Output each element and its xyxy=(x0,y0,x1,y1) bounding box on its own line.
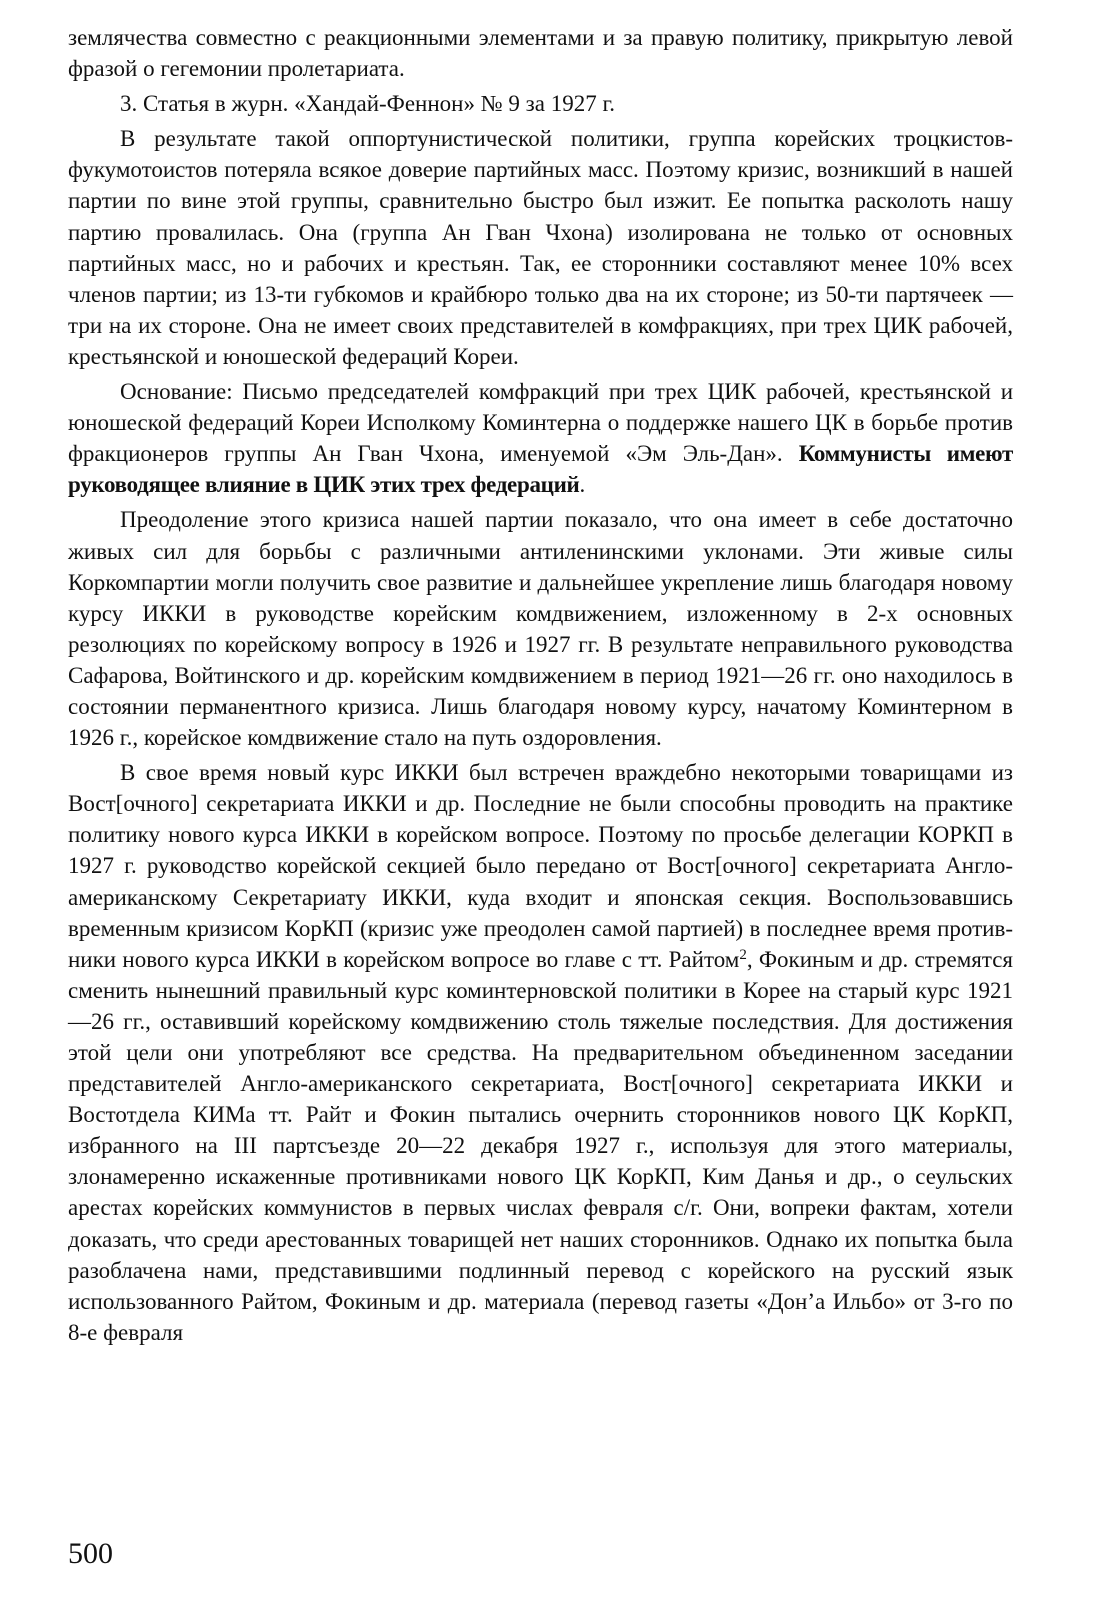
paragraph-basis xyxy=(68,376,1013,500)
bold-statement: Коммунисты имеют руководящее влияние в ЦИК этих трех федераций xyxy=(68,441,1013,498)
paragraph-text: 3. Статья в журн. «Хандай-Феннон» № 9 за 1927 г. xyxy=(120,91,616,117)
paragraph-continuation xyxy=(68,22,1013,84)
page-number: 500 xyxy=(68,1537,113,1570)
paragraph-punctuation: . xyxy=(579,472,586,498)
paragraph-text: Преодоление этого кризиса нашей партии показало, что она имеет в себе достаточно живых сил для борьбы с различными антиленинскими уклонами. Эти живые силы Коркомпартии могли получить свое развитие и дальнейшее укрепление лишь благодаря новому курсу ИККИ в руководстве корейским комдвижением, изложенному в 2-х основных резолюциях по корейскому вопросу в 1926 и 1927 гг. В результате неправильного руководства Сафарова, Войтинского и др. корейским комдвижением в период 1921—26 гг. оно находилось в состоянии перманентного кризиса. Лишь благодаря новому курсу, начатому Коминтерном в 1926 г., корейское комдвижение стало на путь оздоровления. xyxy=(68,507,1013,751)
paragraph-crisis xyxy=(68,123,1013,372)
paragraph-overcoming xyxy=(68,504,1013,753)
paragraph-text: В свое время новый курс ИККИ был встречен враждебно некоторыми товарищами из Вост[очного] секретариата ИККИ и др. Последние не были способны проводить на практике политику нового курса ИККИ в корейском вопросе. Поэтому по просьбе делегации КОРКП в 1927 г. руководство корейской секцией было передано от Вост[очного] секретариата Англо-американскому Секретариату ИККИ, куда входит и японская секция. Воспользовавшись временным кризисом КорКП (кризис уже преодолен самой партией) в последнее время противники нового курса ИККИ в корейском вопросе во главе с тт. Райтом xyxy=(68,760,1013,972)
page-body xyxy=(68,22,1013,1348)
paragraph-text-continued: , Фокиным и др. стремятся сменить нынешний правильный курс коминтерновской политики в Корее на старый курс 1921—26 гг., оставивший корейскому комдвижению столь тяжелые последствия. Для достижения этой цели они употребляют все средства. На предварительном объединенном заседании представителей Англо-американского секретариата, Вост[очного] секретариата ИККИ и Востотдела КИМа тт. Райт и Фокин пытались очернить сторонников нового ЦК КорКП, избранного на III партсъезде 20—22 декабря 1927 г., используя для этого материалы, злонамеренно искаженные противниками нового ЦК КорКП, Ким Данья и др., о сеульских арестах корейских коммунистов в первых числах февраля с/г. Они, вопреки фактам, хотели доказать, что среди арестованных товарищей нет наших сторонников. Однако их попытка была разоблачена нами, представившими подлинный перевод с корейского на русский язык использованного Райтом, Фокиным и др. материала (перевод газеты «Дон’а Ильбо» от 3-го по 8-е февраля xyxy=(68,946,1013,1345)
paragraph-text: землячества совместно с реакционными элементами и за правую политику, прикрытую левой фразой о гегемонии пролетариата. xyxy=(68,25,1013,82)
footnote-marker: 2 xyxy=(739,946,747,963)
paragraph-new-course xyxy=(68,757,1013,1348)
paragraph-text: В результате такой оппортунистической политики, группа корейских троцкистов-фукумотоистов потеряла всякое доверие партийных масс. Поэтому кризис, возникший в нашей партии по вине этой группы, сравнительно быстро был изжит. Ее попытка расколоть нашу партию провалилась. Она (группа Ан Гван Чхона) изолирована не только от основных партийных масс, но и рабочих и крестьян. Так, ее сторонники составляют менее 10% всех членов партии; из 13-ти губкомов и крайбюро только два на их стороне; из 50-ти партячеек — три на их стороне. Она не имеет своих представителей в комфракциях, при трех ЦИК рабочей, крестьянской и юношеской федераций Кореи. xyxy=(68,126,1013,369)
paragraph-source-item xyxy=(68,88,1013,119)
paragraph-text: Основание: Письмо председателей комфракций при трех ЦИК рабочей, крестьянской и юношеской федераций Кореи Исполкому Коминтерна о поддержке нашего ЦК в борьбе против фракционеров группы Ан Гван Чхона, именуемой «Эм Эль-Дан». xyxy=(68,379,1013,467)
